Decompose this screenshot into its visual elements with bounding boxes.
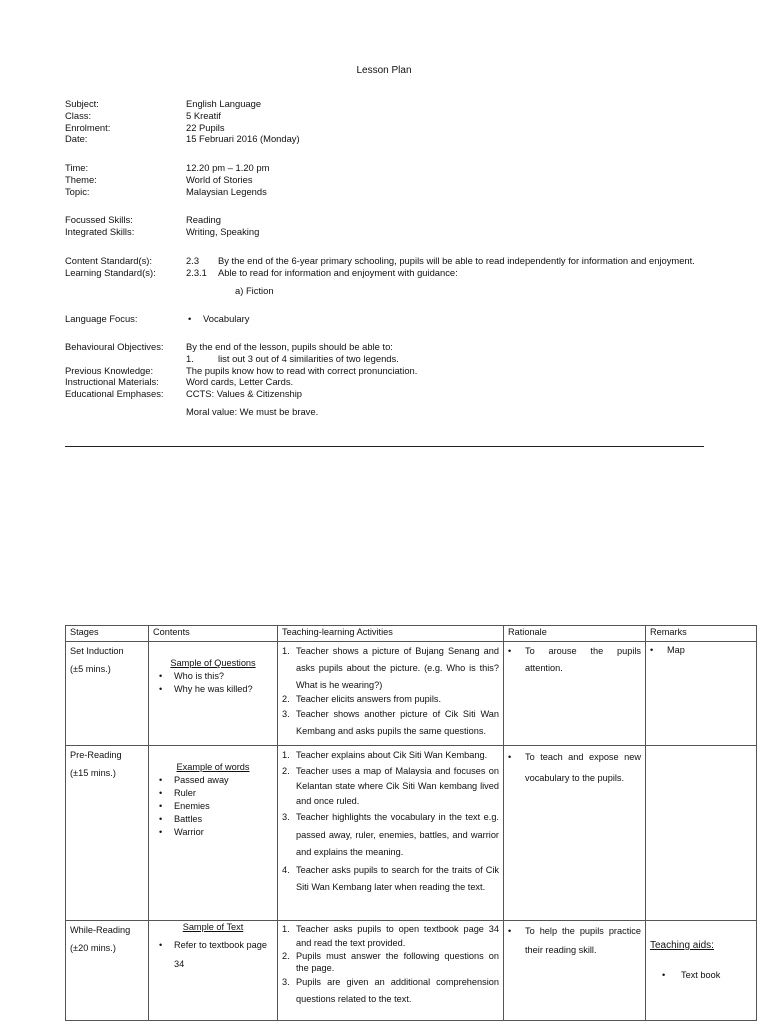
info-row-previous bbox=[65, 365, 745, 377]
info-row-class bbox=[65, 110, 745, 122]
list-item: • Why he was killed? bbox=[159, 684, 253, 694]
info-value: 15 Februari 2016 (Monday) bbox=[186, 133, 300, 145]
table-row bbox=[66, 746, 757, 921]
column-header: Rationale bbox=[504, 626, 646, 642]
contents-heading: Sample of Text bbox=[182, 922, 244, 932]
info-label: Theme: bbox=[65, 173, 97, 185]
standard-code: 2.3.1 bbox=[186, 266, 207, 278]
info-label: Topic: bbox=[65, 185, 90, 197]
info-label: Instructional Materials: bbox=[65, 376, 159, 388]
activities-cell bbox=[278, 642, 504, 746]
activity-item: 2. Teacher elicits answers from pupils. bbox=[282, 694, 442, 704]
info-value: CCTS: Values & Citizenship bbox=[186, 388, 303, 400]
lesson-plan-table bbox=[65, 625, 757, 1021]
info-value: The pupils know how to read with correct pronunciation. bbox=[186, 364, 418, 376]
content-standard-row bbox=[65, 255, 745, 267]
contents-cell bbox=[149, 642, 278, 746]
contents-heading: Example of words bbox=[176, 762, 250, 772]
list-item: • Ruler bbox=[159, 788, 196, 798]
contents-cell bbox=[149, 746, 278, 921]
language-focus-block bbox=[65, 313, 745, 325]
table-row bbox=[66, 642, 757, 746]
activities-cell bbox=[278, 746, 504, 921]
info-label: Language Focus: bbox=[65, 313, 138, 324]
activity-item: 2. Teacher uses a map of Malaysia and focuses on Kelantan state where Cik Siti Wan kembang lived and once ruled. bbox=[282, 766, 499, 807]
bullet-icon: • bbox=[662, 970, 666, 980]
info-value: Writing, Speaking bbox=[186, 225, 260, 237]
activities-cell bbox=[278, 921, 504, 1021]
info-label: Educational Emphases: bbox=[65, 388, 164, 400]
column-header: Contents bbox=[149, 626, 278, 642]
info-block-time bbox=[65, 162, 745, 197]
stage-name: Pre-Reading bbox=[70, 750, 122, 760]
info-row-focussed bbox=[65, 214, 745, 226]
objective-text: list out 3 out of 4 similarities of two legends. bbox=[218, 352, 399, 364]
rationale-text: To help the pupils practice their reading skill. bbox=[525, 926, 641, 955]
rationale-text: To teach and expose new vocabulary to the pupils. bbox=[525, 752, 641, 783]
info-value: 22 Pupils bbox=[186, 121, 225, 133]
objectives-intro: By the end of the lesson, pupils should be able to: bbox=[186, 341, 393, 352]
info-label: Class: bbox=[65, 109, 92, 121]
activity-item: 1. Teacher explains about Cik Siti Wan Kembang. bbox=[282, 750, 488, 760]
info-row-integrated bbox=[65, 226, 745, 238]
standard-text: Able to read for information and enjoyment with guidance: bbox=[218, 266, 458, 278]
standards-block bbox=[65, 255, 745, 296]
rationale-cell bbox=[504, 921, 646, 1021]
activity-item: 2. Pupils must answer the following questions on the page. bbox=[282, 951, 499, 973]
learning-standard-row bbox=[65, 267, 745, 279]
stage-name: While-Reading bbox=[70, 925, 131, 935]
info-row-time bbox=[65, 162, 745, 174]
stage-cell bbox=[66, 746, 149, 921]
info-label: Time: bbox=[65, 162, 89, 173]
info-value: World of Stories bbox=[186, 173, 253, 185]
info-block-basic bbox=[65, 98, 745, 145]
activity-item: 3. Pupils are given an additional comprehension questions related to the text. bbox=[282, 977, 499, 1005]
info-label: Date: bbox=[65, 133, 88, 145]
page-title: Lesson Plan bbox=[356, 65, 412, 76]
remarks-cell bbox=[646, 746, 757, 921]
objectives-block bbox=[65, 341, 745, 418]
remarks-text: Map bbox=[667, 645, 685, 655]
activity-item: 1. Teacher asks pupils to open textbook page 34 and read the text provided. bbox=[282, 924, 499, 948]
info-label: Behavioural Objectives: bbox=[65, 341, 164, 352]
info-row-topic bbox=[65, 186, 745, 198]
activity-item: 1. Teacher shows a picture of Bujang Senang and asks pupils about the picture. (e.g. Who is this? What is he wearing?) bbox=[282, 646, 499, 690]
activity-item: 3. Teacher shows another picture of Cik Siti Wan Kembang and asks pupils the same questions. bbox=[282, 708, 499, 736]
activity-item: 4. Teacher asks pupils to search for the traits of Cik Siti Wan Kembang later when reading the text. bbox=[282, 864, 499, 893]
objective-number: 1. bbox=[186, 352, 194, 364]
rationale-cell bbox=[504, 642, 646, 746]
info-row-date bbox=[65, 133, 745, 145]
bullet-icon: • bbox=[188, 313, 192, 324]
info-value: 5 Kreatif bbox=[186, 109, 221, 121]
list-item: • Warrior bbox=[159, 827, 204, 837]
info-row-materials bbox=[65, 376, 745, 388]
bullet-icon: • bbox=[650, 645, 654, 655]
info-row-subject bbox=[65, 98, 745, 110]
info-row-enrolment bbox=[65, 122, 745, 134]
bullet-icon: • bbox=[508, 646, 512, 656]
stage-duration: (±20 mins.) bbox=[70, 942, 116, 953]
remarks-cell bbox=[646, 921, 757, 1021]
standard-text: By the end of the 6-year primary schooling, pupils will be able to read independently for information and enjoyment. bbox=[218, 255, 695, 266]
column-header: Stages bbox=[66, 626, 149, 642]
list-item: • Passed away bbox=[159, 775, 229, 785]
list-item: • Refer to textbook page 34 bbox=[159, 940, 267, 969]
list-item: • Who is this? bbox=[159, 671, 225, 681]
stage-cell bbox=[66, 642, 149, 746]
stage-cell bbox=[66, 921, 149, 1021]
table-row bbox=[66, 921, 757, 1021]
info-value: Word cards, Letter Cards. bbox=[186, 376, 294, 388]
info-label: Content Standard(s): bbox=[65, 255, 153, 266]
info-row-theme bbox=[65, 174, 745, 186]
info-value: Reading bbox=[186, 214, 221, 225]
bullet-icon: • bbox=[508, 926, 512, 936]
activity-item: 3. Teacher highlights the vocabulary in the text e.g. passed away, ruler, enemies, battles, and warrior and explains the meaning. bbox=[282, 812, 499, 858]
stage-duration: (±5 mins.) bbox=[70, 663, 111, 674]
horizontal-divider bbox=[65, 446, 704, 447]
list-item: • Battles bbox=[159, 814, 203, 824]
bullet-icon: • bbox=[508, 752, 512, 762]
info-label: Focussed Skills: bbox=[65, 214, 133, 225]
column-header: Teaching-learning Activities bbox=[278, 626, 504, 642]
info-row-emphases bbox=[65, 388, 745, 400]
stage-duration: (±15 mins.) bbox=[70, 767, 116, 778]
info-value: Malaysian Legends bbox=[186, 185, 267, 197]
language-focus-item: Vocabulary bbox=[203, 313, 250, 324]
standard-sub-row bbox=[65, 279, 745, 297]
info-label: Previous Knowledge: bbox=[65, 364, 154, 376]
contents-heading: Sample of Questions bbox=[170, 658, 256, 668]
moral-value: Moral value: We must be brave. bbox=[186, 405, 319, 417]
info-label: Subject: bbox=[65, 98, 99, 109]
column-header: Remarks bbox=[646, 626, 757, 642]
rationale-text: To arouse the pupils attention. bbox=[525, 646, 641, 674]
info-label: Learning Standard(s): bbox=[65, 266, 156, 278]
info-value: 12.20 pm – 1.20 pm bbox=[186, 162, 270, 173]
info-label: Integrated Skills: bbox=[65, 225, 135, 237]
list-item: • Enemies bbox=[159, 801, 210, 811]
info-label: Enrolment: bbox=[65, 121, 111, 133]
table-header-row bbox=[66, 626, 757, 642]
teaching-aids-heading: Teaching aids: bbox=[650, 940, 714, 951]
stage-name: Set Induction bbox=[70, 646, 124, 656]
info-block-skills bbox=[65, 214, 745, 238]
standard-sub-item: a) Fiction bbox=[235, 284, 274, 296]
teaching-aid-item: Text book bbox=[681, 970, 721, 980]
remarks-cell bbox=[646, 642, 757, 746]
rationale-cell bbox=[504, 746, 646, 921]
standard-code: 2.3 bbox=[186, 255, 200, 266]
info-value: English Language bbox=[186, 98, 262, 109]
contents-cell bbox=[149, 921, 278, 1021]
